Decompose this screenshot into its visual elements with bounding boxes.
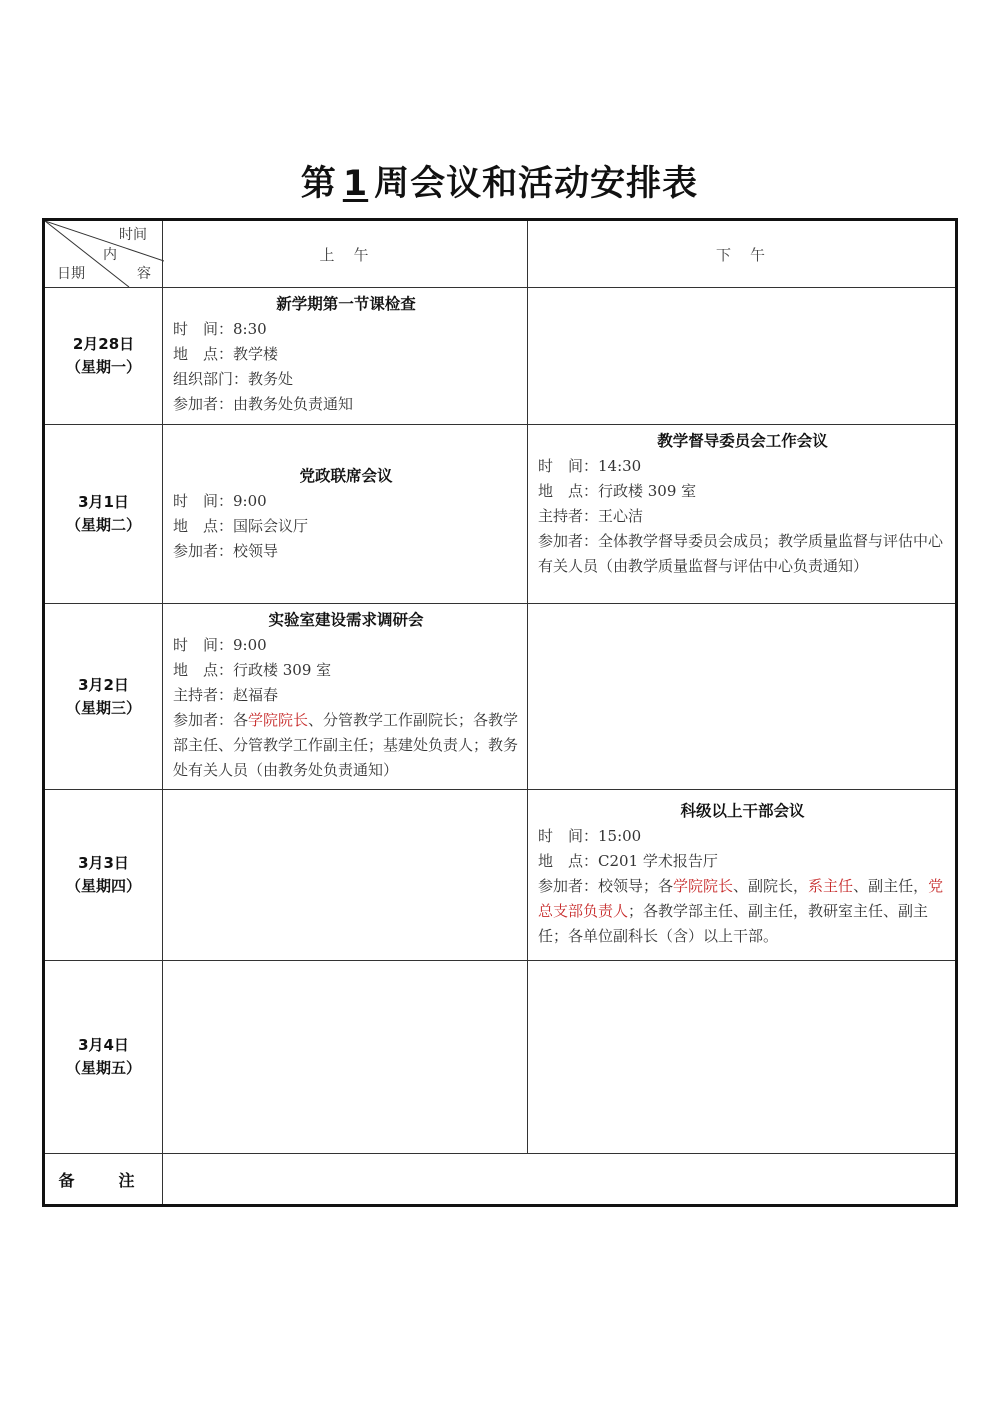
event-place: 地 点：国际会议厅 <box>173 517 309 535</box>
event-place: 地 点：C201 学术报告厅 <box>538 852 718 870</box>
corner-time-label: 时间 <box>119 227 147 243</box>
event-place: 地 点：行政楼 309 室 <box>538 482 697 500</box>
highlight-text: 学院院长 <box>673 877 734 895</box>
event-host: 主持者：王心洁 <box>538 507 644 525</box>
corner-content-label-a: 内 <box>103 247 117 263</box>
event-place: 地 点：教学楼 <box>173 345 279 363</box>
notes-content-cell <box>163 1154 957 1206</box>
afternoon-event-cell <box>528 790 957 961</box>
event-place: 地 点：行政楼 309 室 <box>173 661 332 679</box>
date-cell: 2月28日 （星期一） <box>44 288 163 425</box>
event-time: 时 间：8:30 <box>173 320 267 338</box>
morning-event-cell <box>163 961 528 1154</box>
event-organizer: 组织部门：教务处 <box>173 370 294 388</box>
header-row <box>44 220 957 288</box>
event-title: 新学期第一节课检查 <box>276 295 416 313</box>
afternoon-event-cell <box>528 961 957 1154</box>
corner-date-label: 日期 <box>57 266 85 282</box>
table-row <box>44 961 957 1154</box>
event-attendees: 参加者：全体教学督导委员会成员；教学质量监督与评估中心有关人员（由教学质量监督与评估中心负责通知） <box>538 532 944 575</box>
event-attendees: 参加者：校领导；各学院院长、副院长，系主任、副主任，党总支部负责人；各教学部主任、副主任，教研室主任、副主任；各单位副科长（含）以上干部。 <box>538 877 944 945</box>
event-title: 党政联席会议 <box>299 467 393 485</box>
notes-label: 备 注 <box>44 1154 163 1206</box>
event-time: 时 间：14:30 <box>538 457 642 475</box>
date-cell: 3月3日 （星期四） <box>44 790 163 961</box>
date-cell: 3月4日 （星期五） <box>44 961 163 1154</box>
event-attendees: 参加者：由教务处负责通知 <box>173 395 354 413</box>
event-title: 科级以上干部会议 <box>680 802 805 820</box>
event-attendees: 参加者：各学院院长、分管教学工作副院长；各教学部主任、分管教学工作副主任；基建处负责人；教务处有关人员（由教务处负责通知） <box>173 711 519 779</box>
week-number: 1 <box>342 164 369 204</box>
event-time: 时 间：9:00 <box>173 492 267 510</box>
page-title: 第 1 周会议和活动安排表 <box>300 164 699 204</box>
morning-event-cell <box>163 288 528 425</box>
date-cell: 3月1日 （星期二） <box>44 425 163 604</box>
highlight-text: 党总支部负责人 <box>538 877 944 920</box>
event-title: 教学督导委员会工作会议 <box>657 432 828 450</box>
schedule-table <box>42 218 958 1207</box>
event-time: 时 间：15:00 <box>538 827 642 845</box>
corner-content-label-b: 容 <box>137 266 151 282</box>
afternoon-event-cell <box>528 425 957 604</box>
event-title: 实验室建设需求调研会 <box>268 611 424 629</box>
notes-row <box>44 1154 957 1206</box>
afternoon-event-cell <box>528 288 957 425</box>
corner-header-cell <box>44 220 163 288</box>
table-row <box>44 604 957 790</box>
table-row <box>44 425 957 604</box>
morning-event-cell <box>163 790 528 961</box>
highlight-text: 系主任 <box>808 877 854 895</box>
afternoon-event-cell <box>528 604 957 790</box>
event-host: 主持者：赵福春 <box>173 686 279 704</box>
afternoon-header: 下 午 <box>528 220 957 288</box>
morning-header: 上 午 <box>163 220 528 288</box>
table-row <box>44 790 957 961</box>
date-cell: 3月2日 （星期三） <box>44 604 163 790</box>
table-row <box>44 288 957 425</box>
morning-event-cell <box>163 425 528 604</box>
event-time: 时 间：9:00 <box>173 636 267 654</box>
highlight-text: 学院院长 <box>248 711 309 729</box>
event-attendees: 参加者：校领导 <box>173 542 279 560</box>
morning-event-cell <box>163 604 528 790</box>
